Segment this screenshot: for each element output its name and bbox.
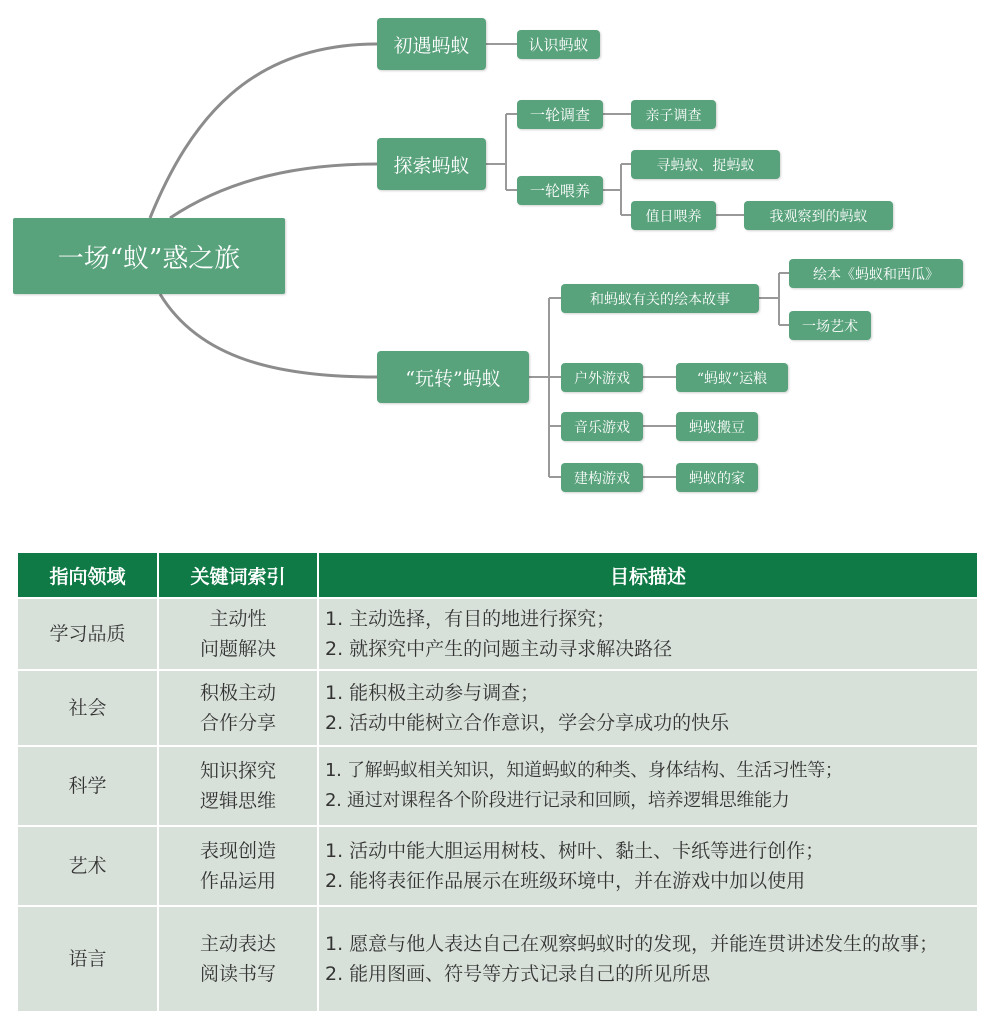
keyword: 逻辑思维 bbox=[199, 790, 276, 812]
cell-domain: 科学 bbox=[18, 747, 157, 825]
table-row bbox=[18, 599, 977, 669]
goal-line: 1. 愿意与他人表达自己在观察蚂蚁时的发现，并能连贯讲述发生的故事； bbox=[325, 933, 939, 955]
cell-keywords bbox=[159, 827, 317, 905]
root-node: 一场“蚁”惑之旅 bbox=[13, 218, 285, 294]
keyword: 表现创造 bbox=[199, 840, 276, 862]
table-header-row bbox=[18, 553, 977, 597]
keyword: 主动性 bbox=[209, 608, 267, 630]
branch-node-first-encounter: 初遇蚂蚁 bbox=[377, 18, 486, 70]
subnode-first-feeding: 一轮喂养 bbox=[517, 176, 603, 205]
cell-keywords bbox=[159, 599, 317, 669]
leaf-node-know-ants: 认识蚂蚁 bbox=[517, 30, 600, 59]
cell-domain: 艺术 bbox=[18, 827, 157, 905]
cell-keywords bbox=[159, 907, 317, 1011]
table-row bbox=[18, 827, 977, 905]
table-row bbox=[18, 671, 977, 745]
cell-goals bbox=[319, 747, 977, 825]
header-keywords: 关键词索引 bbox=[159, 553, 317, 597]
cell-domain: 学习品质 bbox=[18, 599, 157, 669]
leaf-node-find-catch-ants: 寻蚂蚁、捉蚂蚁 bbox=[631, 150, 780, 179]
subnode-music-games: 音乐游戏 bbox=[561, 412, 643, 441]
connector-root-b0 bbox=[150, 44, 377, 218]
goal-line: 2. 就探究中产生的问题主动寻求解决路径 bbox=[325, 638, 673, 660]
cell-keywords bbox=[159, 671, 317, 745]
goals-table bbox=[16, 551, 979, 1013]
branch-node-play-with-ants: “玩转”蚂蚁 bbox=[377, 351, 529, 403]
subnode-duty-feeding: 值日喂养 bbox=[631, 201, 716, 230]
branch-node-explore: 探索蚂蚁 bbox=[377, 138, 486, 190]
cell-keywords bbox=[159, 747, 317, 825]
leaf-node-an-art: 一场艺术 bbox=[789, 311, 871, 340]
keyword: 主动表达 bbox=[199, 933, 276, 955]
cell-domain: 语言 bbox=[18, 907, 157, 1011]
connector-b2-c0-trunk bbox=[759, 273, 789, 325]
leaf-node-ant-home: 蚂蚁的家 bbox=[676, 463, 758, 492]
goal-line: 2. 能将表征作品展示在班级环境中，并在游戏中加以使用 bbox=[325, 870, 806, 892]
goal-line: 1. 活动中能大胆运用树枝、树叶、黏土、卡纸等进行创作； bbox=[325, 840, 825, 862]
goal-line: 1. 了解蚂蚁相关知识，知道蚂蚁的种类、身体结构、生活习性等； bbox=[325, 760, 843, 781]
goal-line: 1. 主动选择，有目的地进行探究； bbox=[325, 608, 616, 630]
cell-goals bbox=[319, 599, 977, 669]
header-domain: 指向领域 bbox=[18, 553, 157, 597]
goal-line: 2. 活动中能树立合作意识，学会分享成功的快乐 bbox=[325, 712, 730, 734]
keyword: 合作分享 bbox=[199, 712, 276, 734]
keyword: 阅读书写 bbox=[199, 963, 276, 985]
subnode-outdoor-games: 户外游戏 bbox=[561, 363, 643, 392]
subnode-construction-games: 建构游戏 bbox=[561, 463, 643, 492]
connector-root-b1 bbox=[170, 164, 377, 218]
goal-line: 2. 能用图画、符号等方式记录自己的所见所思 bbox=[325, 963, 711, 985]
keyword: 作品运用 bbox=[199, 870, 276, 892]
connector-b1-trunk bbox=[486, 114, 517, 190]
cell-goals bbox=[319, 907, 977, 1011]
cell-goals bbox=[319, 827, 977, 905]
subnode-picture-book-stories: 和蚂蚁有关的绘本故事 bbox=[561, 284, 759, 313]
leaf-node-ants-carry-food: “蚂蚁”运粮 bbox=[676, 363, 788, 392]
goal-line: 1. 能积极主动参与调查； bbox=[325, 682, 540, 704]
keyword: 问题解决 bbox=[199, 638, 276, 660]
connector-root-b2 bbox=[160, 294, 377, 377]
cell-domain: 社会 bbox=[18, 671, 157, 745]
keyword: 积极主动 bbox=[199, 682, 276, 704]
table-row bbox=[18, 907, 977, 1011]
table-row bbox=[18, 747, 977, 825]
leaf-node-ants-and-watermelon-book: 绘本《蚂蚁和西瓜》 bbox=[789, 259, 963, 288]
subnode-first-survey: 一轮调查 bbox=[517, 100, 603, 129]
connector-b2-trunk bbox=[529, 298, 561, 477]
leaf-node-parent-child-survey: 亲子调查 bbox=[631, 100, 716, 129]
goal-line: 2. 通过对课程各个阶段进行记录和回顾，培养逻辑思维能力 bbox=[325, 790, 790, 811]
header-goals: 目标描述 bbox=[319, 553, 977, 597]
keyword: 知识探究 bbox=[199, 760, 276, 782]
leaf-node-ants-i-observed: 我观察到的蚂蚁 bbox=[744, 201, 893, 230]
leaf-node-ants-move-beans: 蚂蚁搬豆 bbox=[676, 412, 758, 441]
connector-b1-c1-trunk bbox=[603, 164, 631, 215]
cell-goals bbox=[319, 671, 977, 745]
